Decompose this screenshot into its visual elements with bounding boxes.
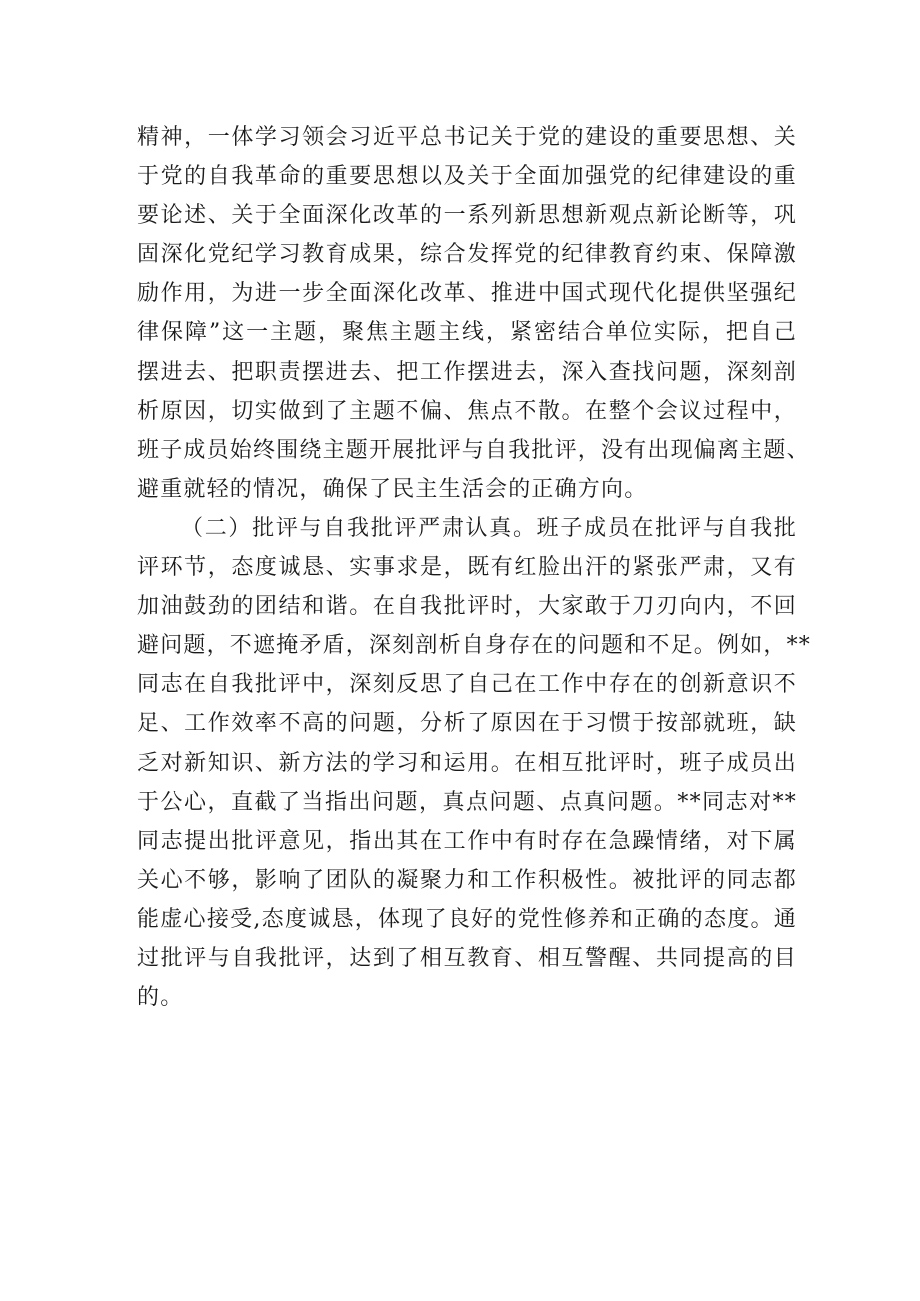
text-line: 的。 (137, 985, 184, 1011)
text-line: 律保障”这一主题，聚焦主题主线，紧密结合单位实际，把自己 (137, 320, 797, 346)
text-line: 加油鼓劲的团结和谐。在自我批评时，大家敢于刀刃向内，不回 (137, 594, 797, 620)
text-line: 能虚心接受,态度诚恳，体现了良好的党性修养和正确的态度。通 (137, 906, 797, 932)
text-line: 过批评与自我批评，达到了相互教育、相互警醒、共同提高的目 (137, 945, 797, 971)
text-line: 足、工作效率不高的问题，分析了原因在于习惯于按部就班，缺 (137, 711, 797, 737)
text-line: 精神，一体学习领会习近平总书记关于党的建设的重要思想、关 (137, 125, 797, 150)
text-line: （二）批评与自我批评严肃认真。班子成员在批评与自我批 (181, 515, 797, 541)
text-line: 要论述、关于全面深化改革的一系列新思想新观点新论断等，巩 (137, 203, 797, 229)
text-line: 避重就轻的情况，确保了民主生活会的正确方向。 (137, 476, 648, 502)
text-line: 同志提出批评意见，指出其在工作中有时存在急躁情绪，对下属 (137, 828, 797, 854)
text-line: 同志在自我批评中，深刻反思了自己在工作中存在的创新意识不 (137, 672, 797, 698)
text-line: 析原因，切实做到了主题不偏、焦点不散。在整个会议过程中， (137, 398, 797, 424)
text-line: 励作用，为进一步全面深化改革、推进中国式现代化提供坚强纪 (137, 281, 797, 307)
text-line: 摆进去、把职责摆进去、把工作摆进去，深入查找问题，深刻剖 (137, 359, 797, 385)
text-line: 于公心，直截了当指出问题，真点问题、点真问题。**同志对** (137, 789, 797, 815)
body-text (137, 118, 812, 1017)
text-line: 固深化党纪学习教育成果，综合发挥党的纪律教育约束、保障激 (137, 242, 797, 268)
text-line: 避问题，不遮掩矛盾，深刻剖析自身存在的问题和不足。例如，** (137, 633, 812, 659)
text-line: 乏对新知识、新方法的学习和运用。在相互批评时，班子成员出 (137, 750, 797, 776)
text-line: 班子成员始终围绕主题开展批评与自我批评，没有出现偏离主题、 (137, 437, 810, 463)
text-line: 关心不够，影响了团队的凝聚力和工作积极性。被批评的同志都 (137, 867, 797, 893)
text-line: 于党的自我革命的重要思想以及关于全面加强党的纪律建设的重 (137, 164, 797, 190)
text-line: 评环节，态度诚恳、实事求是，既有红脸出汗的紧张严肃，又有 (137, 555, 797, 581)
